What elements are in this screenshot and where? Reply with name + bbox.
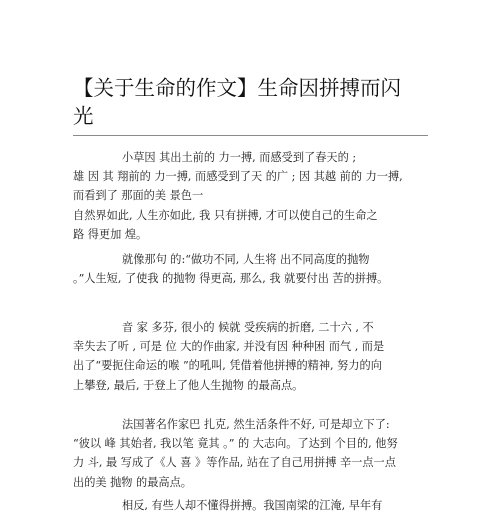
paragraph-line: 出的美 抛物 的最高点。 xyxy=(73,475,192,489)
title-line-1: 【关于生命的作文】生命因拼搏而闪 xyxy=(73,76,401,100)
paragraph-line: “彼以 峰 其始者, 我以笔 竟其 。” 的 大志向。了达到 个目的, 他努 xyxy=(73,437,398,451)
title-line-2: 光 xyxy=(73,104,94,128)
paragraph-2 xyxy=(73,206,428,244)
paragraph-6 xyxy=(73,496,428,515)
paragraph-line: 雄 因 其 翔前的 力一搏, 而感受到了天 的广 ; 因 其越 前的 力一搏, xyxy=(73,170,403,184)
paragraph-line: 音 家 多芬, 很小的 候就 受疾病的折磨, 二十六 , 不 xyxy=(122,321,374,334)
paragraph-line: 就像那句 的:“做功不同, 人生将 出不同高度的抛物 xyxy=(122,253,370,266)
paragraph-line: 而看到了 那面的美 景色一 xyxy=(73,189,204,203)
paragraph-1 xyxy=(73,148,428,206)
paragraph-line: 相反, 有些人却不懂得拼搏。我国南梁的江淹, 早年有 xyxy=(122,499,383,512)
paragraph-line: 法国著名作家巴 扎克, 然生活条件不好, 可是却立下了: xyxy=(122,418,390,431)
paragraph-line: 力 斗, 最 写成了《人 喜 》等作品, 站在了自己用拼搏 辛一点一点 xyxy=(73,456,396,470)
document-title xyxy=(73,74,433,130)
paragraph-line: 自然界如此, 人生亦如此, 我 只有拼搏, 才可以使自己的生命之 xyxy=(73,209,378,222)
paragraph-line: 上攀登, 最后, 于登上了他人生抛物 的最高点。 xyxy=(73,378,304,392)
paragraph-line: 出了“要扼住命运的喉 ”的吼叫, 凭借着他拼搏的精神, 努力的向 xyxy=(73,359,382,373)
paragraph-3 xyxy=(73,250,428,288)
paragraph-line: 幸失去了听 , 可是 位 大的作曲家, 并没有因 种种困 而气 , 而是 xyxy=(73,340,385,354)
paragraph-line: 。”人生短, 了使我 的抛物 得更高, 那么, 我 就要付出 苦的拼搏。 xyxy=(73,272,389,286)
paragraph-5 xyxy=(73,415,428,492)
paragraph-4 xyxy=(73,318,428,395)
paragraph-line: 路 得更加 煌。 xyxy=(73,228,148,242)
paragraph-line: 小草因 其出土前的 力一搏, 而感受到了春天的 ; xyxy=(122,151,357,164)
title-divider xyxy=(73,135,428,136)
